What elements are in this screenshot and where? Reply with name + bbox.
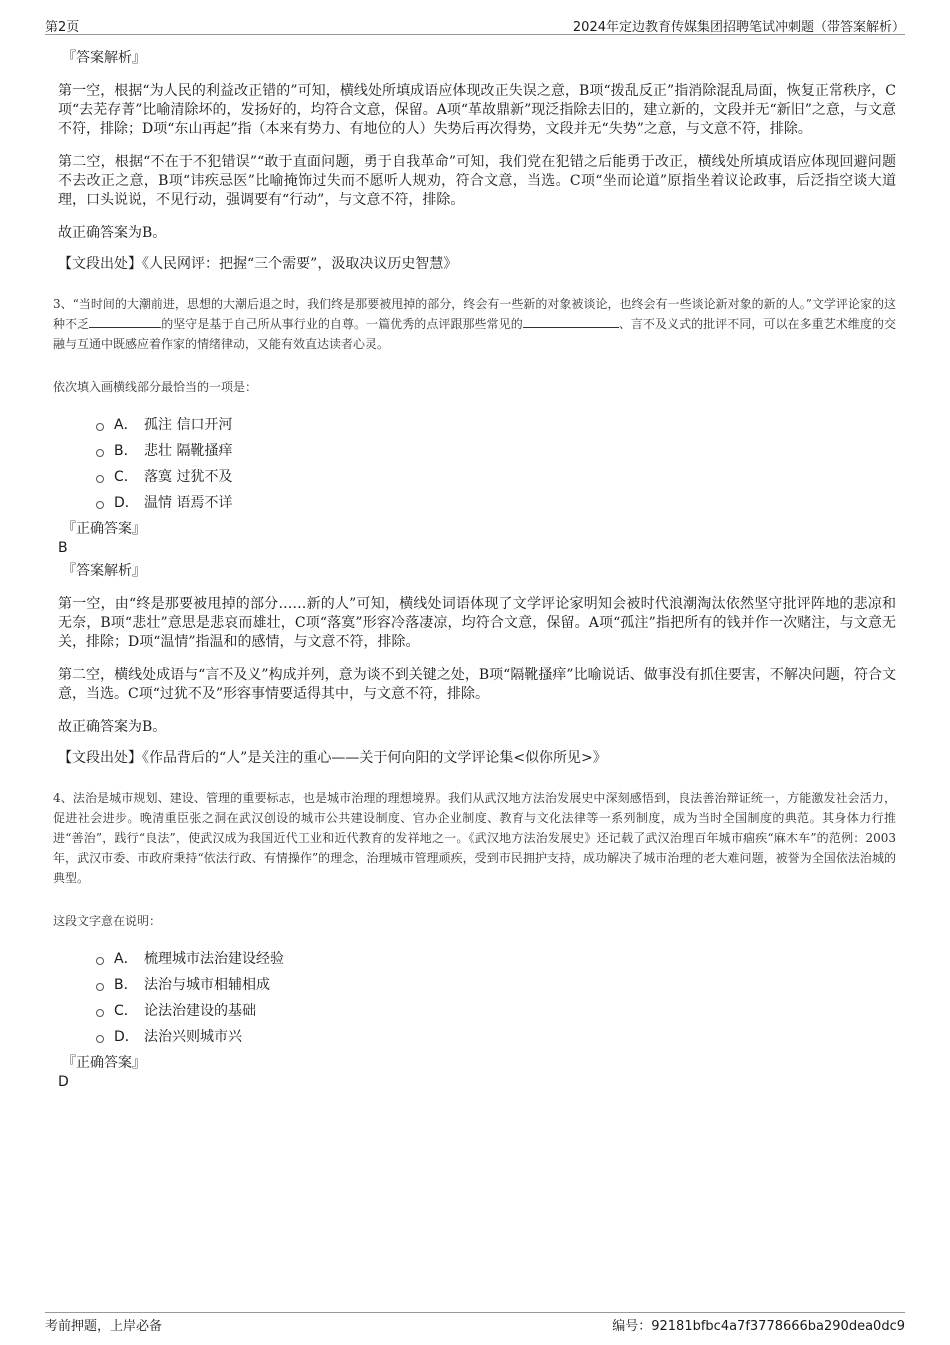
- question-prompt: 依次填入画横线部分最恰当的一项是：: [53, 380, 258, 394]
- analysis-paragraph: 第二空，根据“不在于不犯错误”“敢于直面问题，勇于自我革命”可知，我们党在犯错之后能勇于改正，横线处所填成语应体现回避问题不去改正之意，B项“讳疾忌医”比喻掩饰过失而不愿听人规劝，符合文意，当选。C项“坐而论道”原指坐着议论政事，后泛指空谈大道理，口头说说，不见行动，强调要有“行动”，与文意不符，排除。: [58, 154, 896, 208]
- page-footer: [45, 1312, 905, 1333]
- option-list: [96, 411, 896, 515]
- radio-icon[interactable]: [96, 501, 104, 509]
- document-code: 编号：92181bfbc4a7f3778666ba290dea0dc9: [612, 1319, 905, 1334]
- radio-icon[interactable]: [96, 1009, 104, 1017]
- conclusion: 故正确答案为B。: [58, 719, 167, 735]
- radio-icon[interactable]: [96, 957, 104, 965]
- option-b[interactable]: B． 悲壮 隔靴搔痒: [96, 437, 896, 463]
- option-list: [96, 945, 896, 1049]
- question-4-text: 4、法治是城市规划、建设、管理的重要标志，也是城市治理的理想境界。我们从武汉地方法治发展史中深刻感悟到，良法善治辩证统一，方能激发社会活力，促进社会进步。晚清重臣张之洞在武汉创设的城市公共建设制度、官办企业制度、教育与文化法律等一系列制度，成为当时全国制度的典范。其身体力行推进“善治”，践行“良法”，使武汉成为我国近代工业和近代教育的发祥地之一。《武汉地方法治发展史》还记载了武汉治理百年城市痼疾“麻木车”的范例：2003年，武汉市委、市政府秉持“依法行政、有情操作”的理念，治理城市管理顽疾，受到市民拥护支持，成功解决了城市治理的老大难问题，被誉为全国依法治城的典型。: [53, 791, 896, 885]
- question-3-text: 3、“当时间的大潮前进，思想的大潮后退之时，我们终是那要被甩掉的部分，终会有一些新的对象被谈论，也终会有一些谈论新对象的新的人。”文学评论家的这种不乏 的坚守是基于自己所从事行业的自尊。一篇优秀的点评跟那些常见的 、言不及义式的批评不同，可以在多重艺术维度的交融与互通中既感应着作家的情绪律动，又能有效直达读者心灵。: [53, 297, 896, 351]
- option-c[interactable]: C． 论法治建设的基础: [96, 997, 896, 1023]
- correct-answer: D: [58, 1074, 69, 1090]
- radio-icon[interactable]: [96, 475, 104, 483]
- footer-slogan: 考前押题，上岸必备: [45, 1319, 163, 1334]
- option-a[interactable]: A． 梳理城市法治建设经验: [96, 945, 896, 971]
- correct-answer-label: 『正确答案』: [62, 521, 146, 537]
- radio-icon[interactable]: [96, 423, 104, 431]
- correct-answer-label: 『正确答案』: [62, 1055, 146, 1071]
- option-d[interactable]: D． 法治兴则城市兴: [96, 1023, 896, 1049]
- analysis-paragraph: 第二空，横线处成语与“言不及义”构成并列，意为谈不到关键之处，B项“隔靴搔痒”比喻说话、做事没有抓住要害，不解决问题，符合文意，当选。C项“过犹不及”形容事情要适得其中，与文意不符，排除。: [58, 667, 896, 702]
- option-d[interactable]: D． 温情 语焉不详: [96, 489, 896, 515]
- analysis-paragraph: 第一空，根据“为人民的利益改正错的”可知，横线处所填成语应体现改正失误之意，B项“拨乱反正”指消除混乱局面，恢复正常秩序，C项“去芜存菁”比喻清除坏的，发扬好的，均符合文意，保留。A项“革故鼎新”现泛指除去旧的，建立新的，文段并无“新旧”之意，与文意不符，排除；D项“东山再起”指（本来有势力、有地位的人）失势后再次得势，文段并无“失势”之意，与文意不符，排除。: [58, 83, 896, 137]
- analysis-label: 『答案解析』: [62, 563, 146, 579]
- question-prompt: 这段文字意在说明：: [53, 914, 162, 928]
- page-header: [45, 14, 905, 35]
- radio-icon[interactable]: [96, 449, 104, 457]
- option-b[interactable]: B． 法治与城市相辅相成: [96, 971, 896, 997]
- radio-icon[interactable]: [96, 1035, 104, 1043]
- option-a[interactable]: A． 孤注 信口开河: [96, 411, 896, 437]
- conclusion: 故正确答案为B。: [58, 225, 167, 241]
- correct-answer: B: [58, 540, 68, 556]
- fill-blank-1: [89, 316, 161, 328]
- analysis-paragraph: 第一空，由“终是那要被甩掉的部分……新的人”可知，横线处词语体现了文学评论家明知会被时代浪潮淘汰依然坚守批评阵地的悲凉和无奈，B项“悲壮”意思是悲哀而雄壮，C项“落寞”形容冷落凄凉，均符合文意，保留。A项“孤注”指把所有的钱并作一次赌注，与文意无关，排除；D项“温情”指温和的感情，与文意不符，排除。: [58, 596, 896, 650]
- source-citation: 【文段出处】《作品背后的“人”是关注的重心——关于何向阳的文学评论集<似你所见>》: [58, 750, 607, 766]
- document-title: 2024年定边教育传媒集团招聘笔试冲刺题（带答案解析）: [572, 20, 905, 35]
- page-content: [53, 44, 896, 1091]
- source-citation: 【文段出处】《人民网评：把握“三个需要”，汲取决议历史智慧》: [58, 256, 458, 272]
- radio-icon[interactable]: [96, 983, 104, 991]
- analysis-label: 『答案解析』: [62, 50, 146, 66]
- option-c[interactable]: C． 落寞 过犹不及: [96, 463, 896, 489]
- page-number: 第2页: [45, 20, 80, 35]
- fill-blank-2: [523, 316, 619, 328]
